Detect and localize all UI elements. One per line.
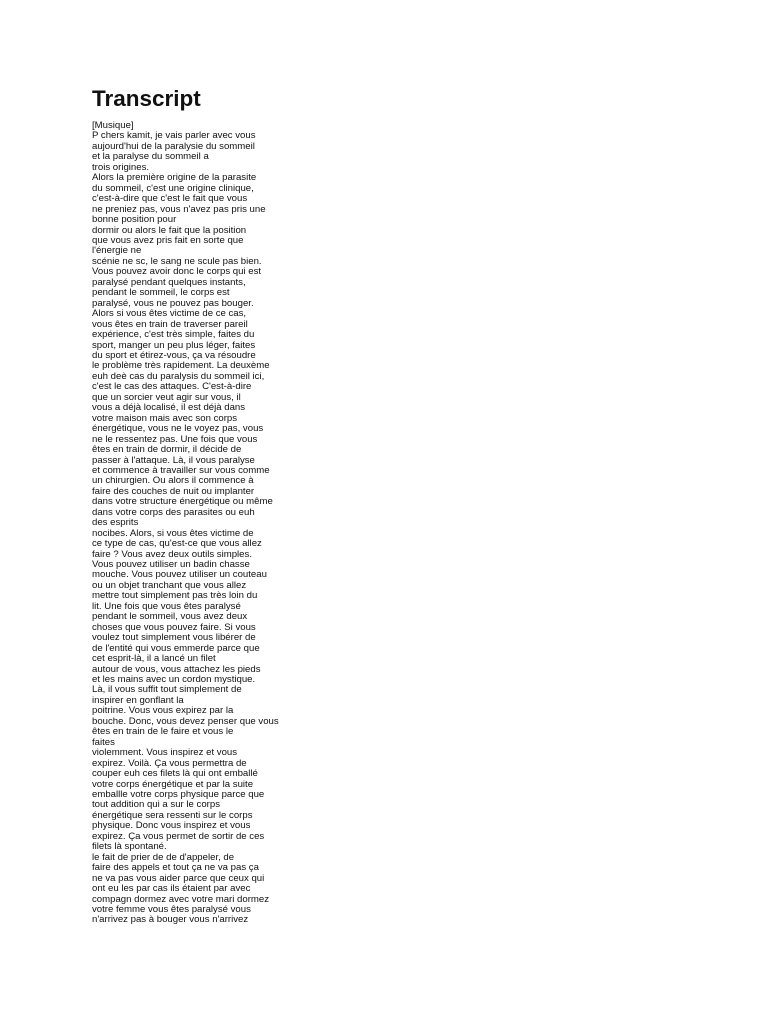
- transcript-line: mettre tout simplement pas très loin du: [92, 590, 258, 602]
- transcript-line: énergétique, vous ne le voyez pas, vous: [92, 423, 264, 435]
- transcript-line: expirez. Ça vous permet de sortir de ces: [92, 830, 265, 842]
- transcript-line: du sport et étirez-vous, ça va résoudre: [92, 349, 256, 361]
- transcript-line: Vous pouvez utiliser un badin chasse: [92, 559, 250, 571]
- transcript-line: voulez tout simplement vous libérer de: [92, 632, 256, 644]
- transcript-line: [Musique]: [92, 120, 134, 131]
- transcript-line: ne le ressentez pas. Une fois que vous: [92, 433, 258, 445]
- transcript-line: compagn dormez avec votre mari dormez: [92, 893, 270, 905]
- transcript-line: et la paralyse du sommeil a: [92, 151, 209, 163]
- transcript-line: sport, manger un peu plus léger, faites: [92, 339, 256, 351]
- transcript-line: dans votre corps des parasites ou euh: [92, 506, 255, 518]
- transcript-line: ce type de cas, qu'est-ce que vous allez: [92, 538, 262, 550]
- transcript-line: faire ? Vous avez deux outils simples.: [92, 548, 252, 560]
- transcript-line: un chirurgien. Ou alors il commence à: [92, 475, 254, 487]
- transcript-line: et les mains avec un cordon mystique.: [92, 674, 256, 686]
- transcript-line: aujourd'hui de la paralysie du sommeil: [92, 140, 255, 152]
- transcript-line: du sommeil, c'est une origine clinique,: [92, 182, 254, 194]
- transcript-line: paralysé pendant quelques instants,: [92, 276, 246, 288]
- transcript-line: votre femme vous êtes paralysé vous: [92, 903, 251, 915]
- transcript-line: votre maison mais avec son corps: [92, 412, 238, 424]
- transcript-line: emballle votre corps physique parce que: [92, 789, 265, 800]
- transcript-line: P chers kamit, je vais parler avec vous: [92, 130, 256, 142]
- document-title: Transcript: [92, 86, 201, 111]
- transcript-line: physique. Donc vous inspirez et vous: [92, 820, 251, 832]
- transcript-line: filets là spontané.: [92, 841, 167, 853]
- transcript-line: Alors la première origine de la parasite: [92, 172, 257, 184]
- transcript-line: poitrine. Vous vous expirez par la: [92, 705, 234, 717]
- transcript-line: Alors si vous êtes victime de ce cas,: [92, 308, 247, 320]
- transcript-line: choses que vous pouvez faire. Si vous: [92, 621, 256, 633]
- transcript-line: êtes en train de dormir, il décide de: [92, 444, 242, 456]
- transcript-line: euh deè cas du paralysis du sommeil ici,: [92, 370, 265, 382]
- transcript-line: bouche. Donc, vous devez penser que vous: [92, 715, 279, 727]
- transcript-line: que un sorcier veut agir sur vous, il: [92, 391, 241, 403]
- transcript-line: passer à l'attaque. Là, il vous paralyse: [92, 454, 255, 466]
- transcript-line: scénie ne sc, le sang ne scule pas bien.: [92, 255, 262, 267]
- transcript-line: ont eu les par cas ils étaient par avec: [92, 883, 251, 895]
- transcript-line: inspirer en gonflant la: [92, 694, 184, 706]
- transcript-line: ne preniez pas, vous n'avez pas pris une: [92, 203, 266, 215]
- transcript-line: bonne position pour: [92, 214, 177, 226]
- transcript-line: des esprits: [92, 517, 139, 529]
- transcript-line: faire des couches de nuit ou implanter: [92, 485, 255, 497]
- transcript-line: c'est-à-dire que c'est le fait que vous: [92, 193, 248, 205]
- transcript-line: vous êtes en train de traverser pareil: [92, 318, 248, 330]
- transcript-line: faites: [92, 736, 115, 748]
- transcript-line: l'énergie ne: [92, 245, 142, 257]
- transcript-line: faire des appels et tout ça ne va pas ça: [92, 862, 259, 874]
- transcript-line: autour de vous, vous attachez les pieds: [92, 663, 261, 675]
- transcript-line: énergétique sera ressenti sur le corps: [92, 809, 253, 821]
- transcript-line: expirez. Voilà. Ça vous permettra de: [92, 757, 247, 769]
- transcript-line: le problème très rapidement. La deuxème: [92, 360, 270, 372]
- transcript-line: violemment. Vous inspirez et vous: [92, 747, 238, 759]
- transcript-body: [92, 121, 292, 926]
- transcript-line: et commence à travailler sur vous comme: [92, 464, 270, 476]
- transcript-line: tout addition qui a sur le corps: [92, 799, 220, 811]
- transcript-line: pendant le sommeil, le corps est: [92, 287, 230, 299]
- transcript-line: expérience, c'est très simple, faites du: [92, 329, 255, 341]
- transcript-line: ne va pas vous aider parce que ceux qui: [92, 872, 265, 884]
- transcript-line: ou un objet tranchant que vous allez: [92, 579, 247, 591]
- transcript-line: êtes en train de le faire et vous le: [92, 726, 234, 738]
- transcript-line: n'arrivez pas à bouger vous n'arrivez: [92, 914, 249, 926]
- transcript-line: votre corps énergétique et par la suite: [92, 778, 254, 790]
- transcript-line: Vous pouvez avoir donc le corps qui est: [92, 266, 262, 278]
- transcript-line: Là, il vous suffit tout simplement de: [92, 684, 242, 696]
- transcript-line: nocibes. Alors, si vous êtes victime de: [92, 527, 254, 539]
- transcript-line: pendant le sommeil, vous avez deux: [92, 611, 248, 623]
- transcript-line: lit. Une fois que vous êtes paralysé: [92, 600, 241, 612]
- transcript-line: vous a déjà localisé, il est déjà dans: [92, 402, 246, 414]
- document-page: [92, 84, 292, 926]
- transcript-line: couper euh ces filets là qui ont emballé: [92, 768, 258, 780]
- transcript-line: paralysé, vous ne pouvez pas bouger.: [92, 297, 254, 309]
- transcript-line: de l'entité qui vous emmerde parce que: [92, 642, 260, 654]
- transcript-line: le fait de prier de de d'appeler, de: [92, 851, 235, 863]
- transcript-line: dormir ou alors le fait que la position: [92, 224, 247, 236]
- transcript-line: c'est le cas des attaques. C'est-à-dire: [92, 381, 252, 393]
- transcript-line: trois origines.: [92, 161, 150, 173]
- transcript-line: cet esprit-là, il a lancé un filet: [92, 653, 216, 665]
- transcript-line: mouche. Vous pouvez utiliser un couteau: [92, 569, 267, 581]
- transcript-line: dans votre structure énergétique ou même: [92, 496, 273, 508]
- transcript-line: que vous avez pris fait en sorte que: [92, 234, 244, 246]
